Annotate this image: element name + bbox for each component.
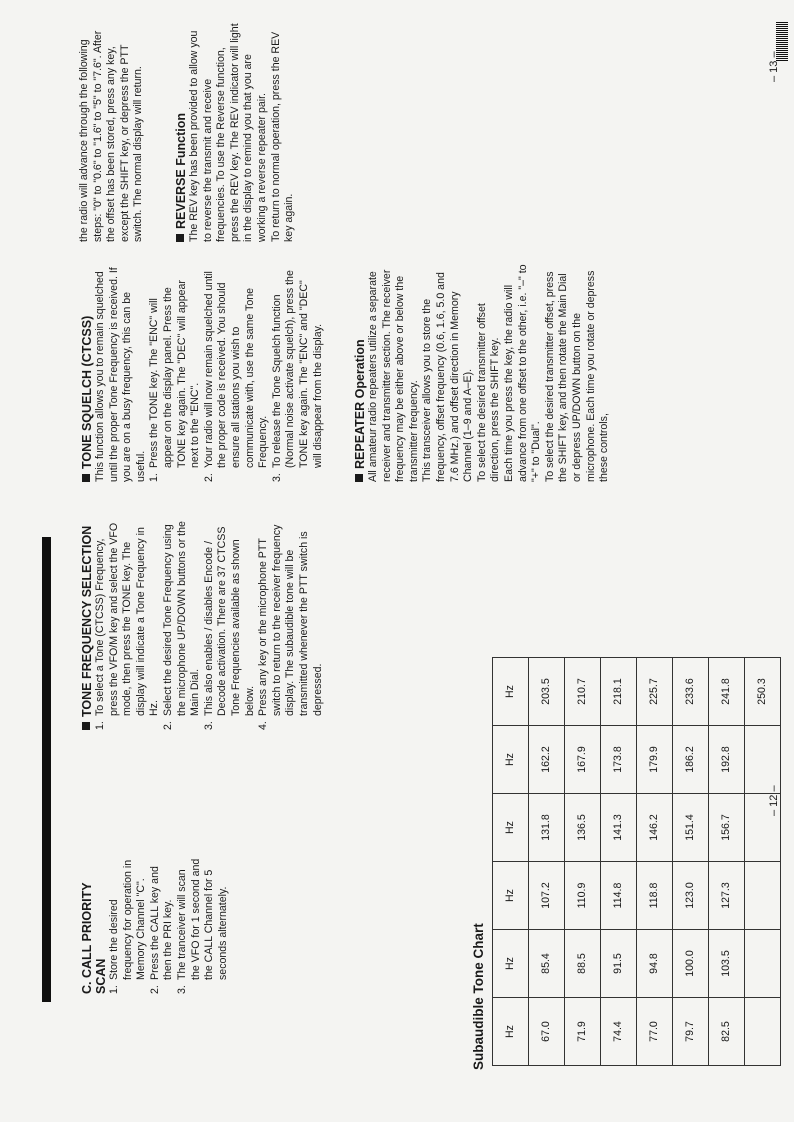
call-priority-item <box>149 854 176 994</box>
item-text: This also enables / disables Encode / Decode activation. There are 37 CTCSS Tone Frequencies available as shown below. <box>202 526 256 716</box>
item-number: 2. <box>148 985 161 994</box>
table-cell: 156.7 <box>709 794 745 862</box>
table-row <box>745 658 781 1066</box>
table-row <box>565 658 601 1066</box>
table-cell: 85.4 <box>529 930 565 998</box>
table-cell: 136.5 <box>565 794 601 862</box>
heading-text: REPEATER Operation <box>353 339 368 469</box>
table-cell: 67.0 <box>529 998 565 1066</box>
table-cell: 114.8 <box>601 862 637 930</box>
table-row <box>709 658 745 1066</box>
tone-frequency-item <box>257 512 325 730</box>
table-cell: 233.6 <box>673 658 709 726</box>
table-header-row <box>493 658 529 1066</box>
item-number: 3. <box>175 985 188 994</box>
table-cell: 210.7 <box>565 658 601 726</box>
table-cell: 123.0 <box>673 862 709 930</box>
item-number: 1. <box>148 473 161 482</box>
table-cell: 218.1 <box>601 658 637 726</box>
item-text: Press the CALL key and then the PRI key. <box>148 866 175 980</box>
tone-squelch-item <box>271 264 325 482</box>
table-cell: 82.5 <box>709 998 745 1066</box>
table-cell: 192.8 <box>709 726 745 794</box>
table-cell: 141.3 <box>601 794 637 862</box>
square-bullet-icon <box>82 722 90 730</box>
table-row <box>601 658 637 1066</box>
reverse-heading <box>174 22 188 242</box>
item-number: 2. <box>161 721 174 730</box>
repeater-paragraph: To select the desired transmitter offset, press the SHIFT key, and then rotate the Main Dial or depress UP/DOWN button on the microphone. Each time you rotate or depress these controls, <box>543 270 611 482</box>
item-text: Press any key or the microphone PTT switch to return to the receiver frequency display. The subaudible tone will be transmitted whenever the PTT switch is depressed. <box>257 524 324 716</box>
tone-squelch-section <box>80 264 612 482</box>
item-number: 1. <box>94 721 106 730</box>
call-priority-item <box>108 854 149 994</box>
table-cell: 91.5 <box>601 930 637 998</box>
item-number: 3. <box>270 473 283 482</box>
table-cell: 131.8 <box>529 794 565 862</box>
repeater-paragraph: Each time you press the key, the radio will advance from one offset to the other, i.e. "–" to "+" to "Dual". <box>503 264 543 482</box>
table-cell: 94.8 <box>637 930 673 998</box>
item-text: The tranceiver will scan the VFO for 1 second and the CALL Channel for 5 seconds alternately. <box>175 858 229 980</box>
item-text: Your radio will now remain squelched until the proper code is received. You should ensure all stations you wish to communicate with, use the same Tone Frequency. <box>202 271 270 468</box>
tone-frequency-item <box>162 512 203 730</box>
call-priority-section <box>80 854 230 994</box>
table-cell <box>745 862 781 930</box>
table-cell: 79.7 <box>673 998 709 1066</box>
table-cell: 179.9 <box>637 726 673 794</box>
table-cell: 107.2 <box>529 862 565 930</box>
page-number-right: – 13 – <box>768 51 780 82</box>
call-priority-item <box>176 854 230 994</box>
tone-frequency-section <box>80 512 325 730</box>
square-bullet-icon <box>176 234 184 242</box>
item-number: 1. <box>108 985 120 994</box>
table-cell <box>745 998 781 1066</box>
repeater-paragraph: All amateur radio repeaters utilize a separate receiver and transmitter section. The receiver frequency may be either above or below the transmitter frequency. <box>367 269 420 482</box>
table-cell: 88.5 <box>565 930 601 998</box>
table-cell: 173.8 <box>601 726 637 794</box>
item-text: To release the Tone Squelch function (Normal noise activate squelch), press the TONE key again. The "ENC" and "DEC" will disappear from the display. <box>270 270 324 468</box>
table-cell: 100.0 <box>673 930 709 998</box>
reverse-paragraph: The REV key has been provided to allow you to reverse the transmit and receive frequencies. To use the Reverse function, press the REV key. The REV indicator will light in the display to remind you that you are working a reverse repeater pair. <box>187 23 268 242</box>
tone-frequency-heading <box>80 512 94 730</box>
reverse-section <box>78 22 297 242</box>
table-cell: 71.9 <box>565 998 601 1066</box>
table-cell: 241.8 <box>709 658 745 726</box>
table-cell <box>745 930 781 998</box>
heading-text: TONE FREQUENCY SELECTION <box>80 525 94 717</box>
table-header-cell: Hz <box>493 998 529 1066</box>
repeater-heading <box>353 264 367 482</box>
item-text: Press the TONE key. The "ENC" will appear on the display panel. Press the TONE key again. The "DEC" will appear next to the "ENC". <box>148 280 202 468</box>
table-cell: 146.2 <box>637 794 673 862</box>
repeater-continued: the radio will advance through the following steps: "0" to "0.6" to "1.6" to "5" to "7.6". After the offset has been stored, press any key, except the SHIFT key, or depress the PTT switch. The normal display will return. <box>78 30 145 242</box>
repeater-paragraph: This transceiver allows you to store the frequency, offset frequency (0.6, 1.6, 5.0 and 7.6 MHz.) and offset direction in Memory Channel (1–9 and A–E). <box>421 272 475 482</box>
top-black-bar-left <box>42 537 51 1002</box>
table-header-cell: Hz <box>493 794 529 862</box>
tone-frequency-item <box>203 512 257 730</box>
tone-chart-title: Subaudible Tone Chart <box>471 923 486 1070</box>
table-cell <box>745 726 781 794</box>
table-header-cell: Hz <box>493 862 529 930</box>
table-header-cell: Hz <box>493 930 529 998</box>
table-cell: 250.3 <box>745 658 781 726</box>
square-bullet-icon <box>82 474 90 482</box>
table-cell: 162.2 <box>529 726 565 794</box>
table-cell: 103.5 <box>709 930 745 998</box>
table-cell: 74.4 <box>601 998 637 1066</box>
table-header-cell: Hz <box>493 658 529 726</box>
table-row <box>529 658 565 1066</box>
item-number: 2. <box>202 473 215 482</box>
table-row <box>673 658 709 1066</box>
heading-text: TONE SQUELCH (CTCSS) <box>80 315 94 469</box>
item-text: Store the desired frequency for operation in Memory Channel "C". <box>108 859 148 980</box>
tone-frequency-item <box>94 512 162 730</box>
tone-squelch-item <box>203 264 271 482</box>
page-number-left: – 12 – <box>768 785 780 816</box>
item-text: Select the desired Tone Frequency using the microphone UP/DOWN buttons or the Main Dial. <box>161 521 202 716</box>
tone-squelch-heading <box>80 264 94 482</box>
square-bullet-icon <box>355 474 363 482</box>
table-cell: 186.2 <box>673 726 709 794</box>
table-cell: 167.9 <box>565 726 601 794</box>
table-cell: 77.0 <box>637 998 673 1066</box>
table-header-cell: Hz <box>493 726 529 794</box>
call-priority-heading: C. CALL PRIORITY SCAN <box>80 882 108 994</box>
reverse-paragraph: To return to normal operation, press the REV key again. <box>269 31 296 242</box>
table-cell: 225.7 <box>637 658 673 726</box>
table-cell: 151.4 <box>673 794 709 862</box>
table-cell: 110.9 <box>565 862 601 930</box>
table-cell: 203.5 <box>529 658 565 726</box>
table-row <box>637 658 673 1066</box>
item-text: To select a Tone (CTCSS) Frequency, press the VFO/M key and select the VFO mode, then press the TONE key. The display will indicate a Tone Frequency in Hz. <box>94 522 161 716</box>
subaudible-tone-table <box>492 657 781 1066</box>
item-number: 3. <box>202 721 215 730</box>
item-number: 4. <box>257 721 270 730</box>
heading-text: REVERSE Function <box>173 113 188 229</box>
tone-squelch-item <box>148 264 202 482</box>
table-cell: 118.8 <box>637 862 673 930</box>
tone-squelch-intro: This function allows you to remain squelched until the proper Tone Frequency is received. If you are on a busy frequency, this can be useful. <box>94 267 147 482</box>
table-cell: 127.3 <box>709 862 745 930</box>
repeater-paragraph: To select the desired transmitter offset direction, press the SHIFT key. <box>475 303 502 482</box>
